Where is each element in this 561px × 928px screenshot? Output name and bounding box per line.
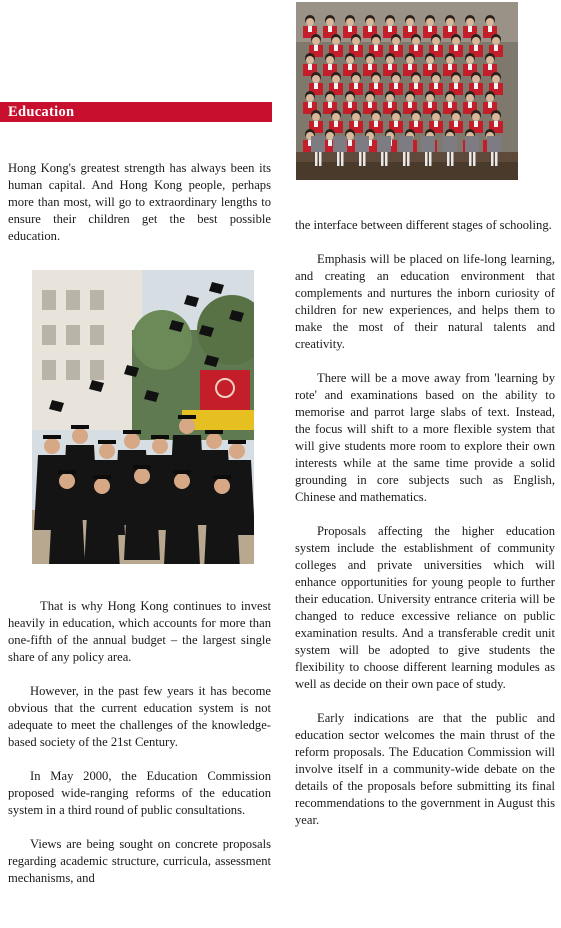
section-heading-education: Education bbox=[0, 102, 272, 122]
paragraph-early-indications: Early indications are that the public and education sector welcomes the main thrust of the reform proposals. The Education Commission will involve itself in a community-wide debate on the details of the proposals before submitting its final recommendations to the government in August this year. bbox=[295, 711, 555, 827]
intro-paragraph: Hong Kong's greatest strength has always been its human capital. And Hong Kong people, perhaps more than most, will go to extraordinary lengths to ensure their children get the best possible education. bbox=[8, 161, 271, 243]
paragraph-lifelong-learning: Emphasis will be placed on life-long learning, and creating an education environment that complements and nurtures the inborn curiosity of children for new experiences, and helps them to make the most of their natural talents and creativity. bbox=[295, 252, 555, 351]
students-group-photo bbox=[296, 2, 518, 180]
paragraph-commission: In May 2000, the Education Commission proposed wide-ranging reforms of the education system in a third round of public consultations. bbox=[8, 769, 271, 817]
paragraph-investment: That is why Hong Kong continues to invest heavily in education, which accounts for more than one-fifth of the annual budget – the largest single share of any policy area. bbox=[8, 599, 271, 664]
left-column-intro bbox=[8, 160, 271, 245]
paragraph-rote-learning: There will be a move away from 'learning by rote' and examinations based on the ability to memorise and parrot large slabs of text. Instead, the focus will shift to a more flexible system that will give students more room to explore their own interests while at the same time provide a solid grounding in core subjects such as English, Chinese and mathematics. bbox=[295, 371, 555, 504]
paragraph-challenges: However, in the past few years it has become obvious that the current education system is not adequate to meet the challenges of the knowledge-based society of the 21st Century. bbox=[8, 684, 271, 749]
graduates-photo bbox=[32, 270, 254, 564]
paragraph-interface: the interface between different stages of schooling. bbox=[295, 218, 552, 232]
students-photo-illustration bbox=[296, 2, 518, 180]
paragraph-views: Views are being sought on concrete proposals regarding academic structure, curricula, assessment mechanisms, and bbox=[8, 837, 271, 885]
graduates-photo-illustration bbox=[32, 270, 254, 564]
paragraph-higher-education: Proposals affecting the higher education system include the establishment of community colleges and private universities which will enhance opportunities for young people to further their education. University entrance criteria will be changed to reduce excessive reliance on public examination results. And a transferable credit unit system will be adopted to give students the flexibility to choose different learning modules as well as decide on their own pace of study. bbox=[295, 524, 555, 691]
left-column-body bbox=[8, 598, 271, 887]
right-column-body bbox=[295, 217, 555, 829]
